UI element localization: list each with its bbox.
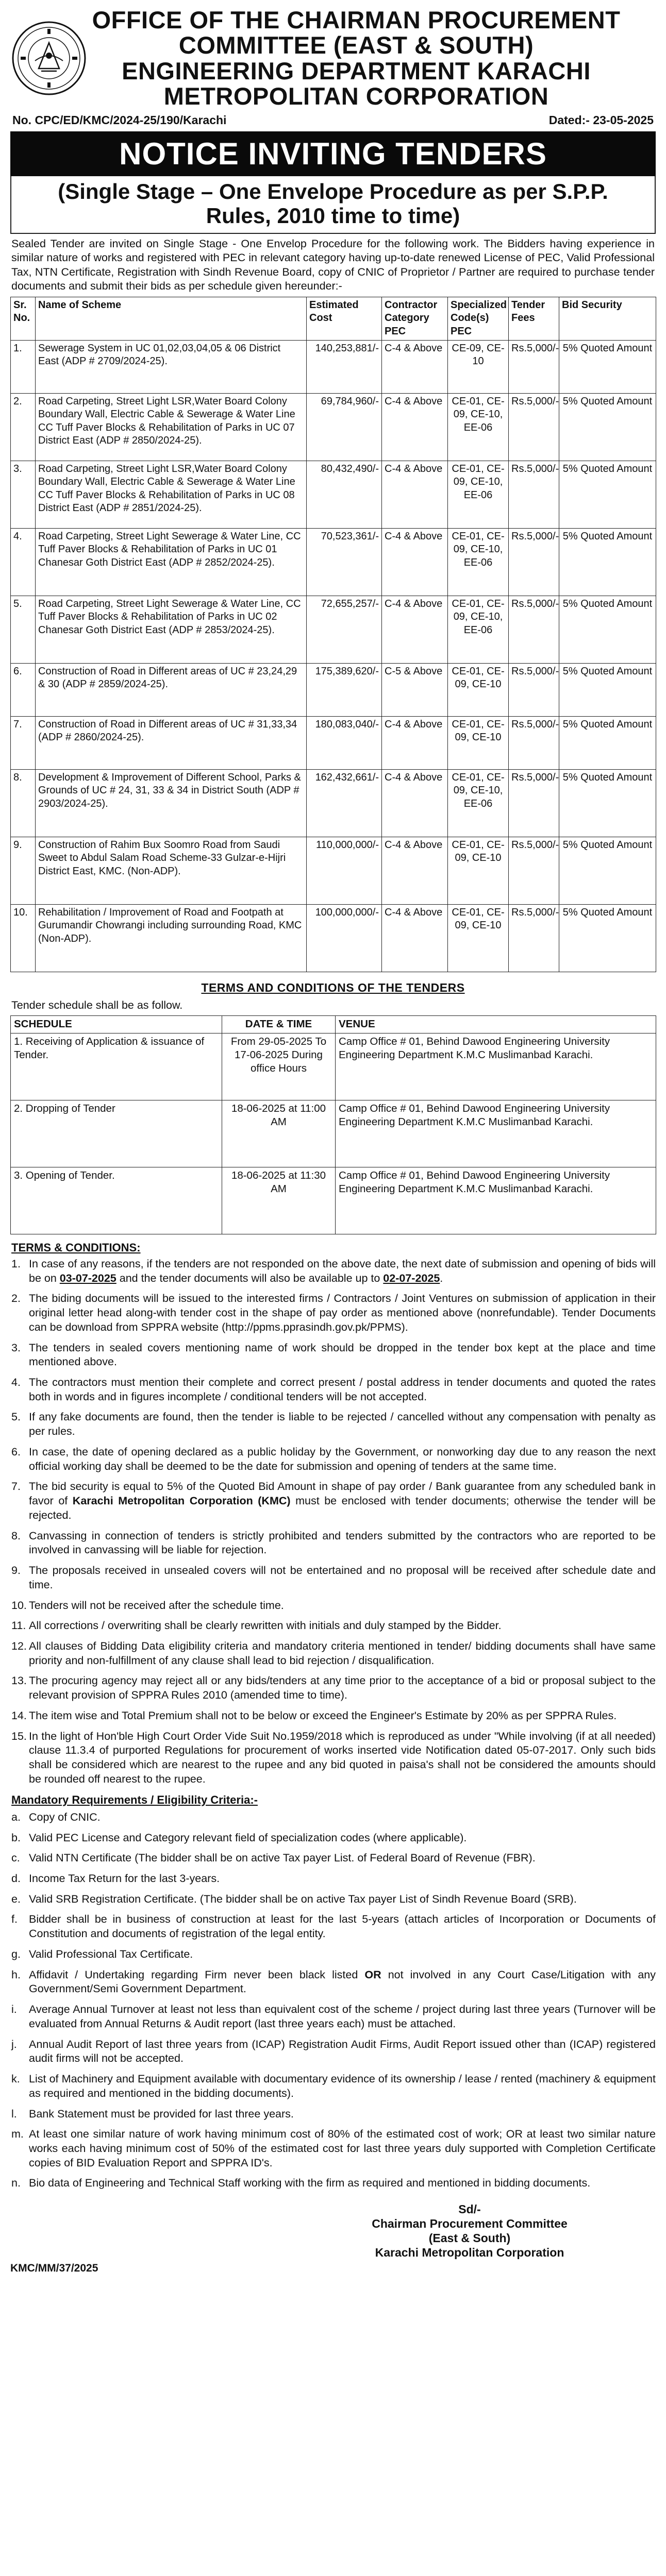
requirement-text: [29, 1968, 656, 1996]
letterhead: [10, 7, 656, 109]
schedule-item-cell: 2. Dropping of Tender: [11, 1100, 222, 1167]
signature-region: (East & South): [428, 2231, 511, 2245]
list-item: [11, 1872, 656, 1886]
list-item: [11, 2107, 656, 2122]
term-number: 13.: [11, 1674, 27, 1687]
requirement-letter: c.: [11, 1852, 20, 1865]
term-number: 15.: [11, 1730, 27, 1742]
fees-cell: Rs.5,000/-: [509, 461, 559, 528]
codes-cell: CE-01, CE-09, CE-10, EE-06: [448, 596, 509, 663]
requirement-letter: a.: [11, 1810, 21, 1823]
security-cell: 5% Quoted Amount: [559, 528, 656, 596]
category-cell: C-5 & Above: [382, 663, 448, 716]
codes-cell: CE-01, CE-09, CE-10, EE-06: [448, 461, 509, 528]
terms-list: [11, 1257, 656, 1787]
list-item: [11, 1410, 656, 1438]
security-cell: 5% Quoted Amount: [559, 769, 656, 837]
schedule-venue-cell: Camp Office # 01, Behind Dawood Engineering University Engineering Department K.M.C Muslimanbad Karachi.: [336, 1167, 656, 1234]
footer-code: KMC/MM/37/2025: [10, 2262, 98, 2275]
list-item: [11, 1639, 656, 1668]
documents-available-until-date: 02-07-2025: [383, 1272, 440, 1284]
requirement-letter: g.: [11, 1947, 21, 1960]
list-item: [11, 1564, 656, 1592]
schedule-item-cell: 1. Receiving of Application & issuance of Tender.: [11, 1033, 222, 1100]
requirement-text: Bank Statement must be provided for last three years.: [29, 2107, 294, 2120]
requirement-letter: k.: [11, 2073, 20, 2086]
scheme-name-cell: Road Carpeting, Street Light LSR,Water Board Colony Boundary Wall, Electric Cable & Sewerage & Water Line CC Tuff Paver Blocks & Rehabilitation of Parks in UC 08 District East (ADP # 2851/2024-25).: [36, 461, 307, 528]
term-number: 5.: [11, 1411, 21, 1423]
sr-no-cell: 10.: [11, 904, 36, 972]
term-number: 3.: [11, 1341, 21, 1354]
estimated-cost-cell: 100,000,000/-: [307, 904, 382, 972]
term-number: 14.: [11, 1709, 27, 1722]
header-bid-security: Bid Security: [559, 297, 656, 340]
list-item: [11, 1912, 656, 1941]
schedule-venue-cell: Camp Office # 01, Behind Dawood Engineering University Engineering Department K.M.C Muslimanbad Karachi.: [336, 1033, 656, 1100]
procedure-subtitle-line2: Rules, 2010 time to time): [206, 203, 460, 228]
fees-cell: Rs.5,000/-: [509, 837, 559, 904]
sr-no-cell: 5.: [11, 596, 36, 663]
term-text-part: .: [440, 1272, 443, 1284]
sr-no-cell: 2.: [11, 393, 36, 461]
term-number: 11.: [11, 1619, 26, 1632]
term-number: 1.: [11, 1257, 21, 1270]
requirement-text: Copy of CNIC.: [29, 1810, 101, 1823]
estimated-cost-cell: 69,784,960/-: [307, 393, 382, 461]
list-item: [11, 1968, 656, 1996]
requirement-letter: l.: [11, 2107, 17, 2120]
estimated-cost-cell: 162,432,661/-: [307, 769, 382, 837]
sr-no-cell: 7.: [11, 716, 36, 769]
list-item: [11, 2072, 656, 2100]
list-item: [11, 1947, 656, 1962]
security-cell: 5% Quoted Amount: [559, 904, 656, 972]
fees-cell: Rs.5,000/-: [509, 340, 559, 393]
table-row: [11, 769, 656, 837]
table-row: [11, 528, 656, 596]
term-text: The proposals received in unsealed covers will not be entertained and no proposal will be received after schedule date and time.: [29, 1564, 656, 1591]
requirement-letter: j.: [11, 2038, 17, 2050]
term-number: 2.: [11, 1292, 21, 1305]
term-text: The biding documents will be issued to the interested firms / Contractors / Joint Ventures on submission of application in their original letter head along-with tender cost in the shape of pay order as mentioned above (nonrefundable). Tender Documents can be download from SPPRA website (http://ppms.pprasindh.gov.pk/PPMS).: [29, 1292, 656, 1333]
table-row: [11, 716, 656, 769]
list-item: [11, 2003, 656, 2031]
estimated-cost-cell: 80,432,490/-: [307, 461, 382, 528]
signature-organization: Karachi Metropolitan Corporation: [375, 2246, 564, 2260]
term-number: 8.: [11, 1529, 21, 1542]
list-item: [11, 1376, 656, 1404]
term-text: If any fake documents are found, then the tender is liable to be rejected / cancelled without any compensation with penalty as per rules.: [29, 1411, 656, 1438]
list-item: [11, 1810, 656, 1825]
term-text-part: must be enclosed with tender documents; otherwise the tender will be rejected.: [29, 1495, 656, 1521]
procedure-subtitle: [10, 176, 656, 234]
requirement-text: Income Tax Return for the last 3-years.: [29, 1872, 220, 1885]
requirement-letter: h.: [11, 1968, 21, 1981]
sr-no-cell: 1.: [11, 340, 36, 393]
term-text-part: In case of any reasons, if the tenders are not responded on the above date, the next date of submission and opening of bids will be on: [29, 1257, 656, 1284]
signature-sd: Sd/-: [458, 2202, 481, 2216]
codes-cell: CE-01, CE-09, CE-10, EE-06: [448, 393, 509, 461]
term-text-part: The bid security is equal to 5% of the Quoted Bid Amount in shape of pay order / Bank guarantee from any scheduled bank in favor of: [29, 1480, 656, 1507]
list-item: [11, 1529, 656, 1557]
tender-table-header: [11, 297, 656, 340]
header-scheme-name: Name of Scheme: [36, 297, 307, 340]
office-title-block: [88, 7, 656, 109]
requirement-text: List of Machinery and Equipment available with documentary evidence of its ownership / lease / rented (machinery & equipment as required and mentioned in the bidding documents).: [29, 2073, 656, 2099]
requirement-letter: n.: [11, 2177, 21, 2190]
notice-date: Dated:- 23-05-2025: [548, 113, 654, 127]
term-text: All clauses of Bidding Data eligibility criteria and mandatory criteria mentioned in tender/ bidding documents shall have same priority and non-fulfillment of any clause shall lead to bid rejection / disqualification.: [29, 1640, 656, 1667]
procedure-subtitle-line1: (Single Stage – One Envelope Procedure as per S.P.P.: [58, 179, 608, 204]
term-number: 6.: [11, 1445, 21, 1458]
fees-cell: Rs.5,000/-: [509, 663, 559, 716]
term-text: In the light of Hon'ble High Court Order Vide Suit No.1959/2018 which is reproduced as under "While involving (if at all needed) clause 11.3.4 of purported Regulations for procurement of works inserted vide Notification dated 05-07-2017. Only such bids shall be considered which are nearest to the rupee and any bid quoted in paisa's shall not be considered the amounts should be rounded off nearest to the rupee.: [29, 1730, 656, 1785]
intro-paragraph: Sealed Tender are invited on Single Stage - One Envelop Procedure for the following work. The Bidders having experience in similar nature of works and registered with PEC in relevant category having up-to-date renewed License of PEC, Valid Professional Tax, NTN Certificate, Registration with Sindh Revenue Board, copy of CNIC of Proprietor / Partner are required to purchase tender documents and submit their bids as per schedule given hereunder:-: [11, 237, 655, 293]
list-item: [11, 1709, 656, 1723]
term-text: The item wise and Total Premium shall not to be below or exceed the Engineer's Estimate by 20% as per SPPRA Rules.: [29, 1709, 617, 1722]
requirement-text-part: not involved in any Court Case/Litigation with any Government/Semi Government Department.: [29, 1968, 656, 1995]
category-cell: C-4 & Above: [382, 769, 448, 837]
fees-cell: Rs.5,000/-: [509, 904, 559, 972]
fees-cell: Rs.5,000/-: [509, 596, 559, 663]
scheme-name-cell: Rehabilitation / Improvement of Road and Footpath at Gurumandir Chowrangi including surrounding Road, KMC (Non-ADP).: [36, 904, 307, 972]
estimated-cost-cell: 110,000,000/-: [307, 837, 382, 904]
requirement-text: At least one similar nature of work having minimum cost of 80% of the estimated cost of work; OR at least two similar nature works each having minimum cost of 50% of the estimated cost for last three years duly supported with Completion Certificate copies of BID Evaluation Report and SPPRA ID's.: [29, 2128, 656, 2169]
category-cell: C-4 & Above: [382, 596, 448, 663]
requirement-text: Bio data of Engineering and Technical Staff working with the firm as required and mentioned in bidding documents.: [29, 2177, 591, 2190]
list-item: [11, 1674, 656, 1702]
header-date-time: DATE & TIME: [222, 1016, 336, 1033]
security-cell: 5% Quoted Amount: [559, 461, 656, 528]
term-text: The tenders in sealed covers mentioning name of work should be dropped in the tender box kept at the place and time mentioned above.: [29, 1341, 656, 1368]
fees-cell: Rs.5,000/-: [509, 716, 559, 769]
term-text: In case, the date of opening declared as a public holiday by the Government, or nonworking day due to any reason the next official working day shall be deemed to be the date for submission and opening of tenders at the same time.: [29, 1445, 656, 1472]
schedule-label: Tender schedule shall be as follow.: [11, 998, 183, 1011]
requirement-letter: e.: [11, 1892, 21, 1905]
category-cell: C-4 & Above: [382, 461, 448, 528]
term-text: All corrections / overwriting shall be clearly rewritten with initials and duly stamped by the Bidder.: [29, 1619, 502, 1632]
term-number: 12.: [11, 1640, 27, 1653]
requirement-text: Bidder shall be in business of construction at least for the last 5-years (attach articles of Incorporation or Documents of Constitution and documents of registration of the legal entity.: [29, 1913, 656, 1940]
list-item: [11, 1892, 656, 1907]
requirement-or-keyword: OR: [364, 1968, 381, 1981]
fees-cell: Rs.5,000/-: [509, 528, 559, 596]
sr-no-cell: 4.: [11, 528, 36, 596]
requirement-letter: m.: [11, 2128, 24, 2141]
scheme-name-cell: Construction of Rahim Bux Soomro Road from Saudi Sweet to Abdul Salam Road Scheme-33 Gulzar-e-Hijri District East, KMC. (Non-ADP).: [36, 837, 307, 904]
estimated-cost-cell: 175,389,620/-: [307, 663, 382, 716]
sr-no-cell: 3.: [11, 461, 36, 528]
category-cell: C-4 & Above: [382, 528, 448, 596]
list-item: [11, 1599, 656, 1613]
requirement-letter: i.: [11, 2003, 17, 2016]
table-row: [11, 663, 656, 716]
codes-cell: CE-01, CE-09, CE-10: [448, 837, 509, 904]
table-row: [11, 1167, 656, 1234]
scheme-name-cell: Construction of Road in Different areas of UC # 31,33,34 (ADP # 2860/2024-25).: [36, 716, 307, 769]
security-cell: 5% Quoted Amount: [559, 340, 656, 393]
terms-section-title: TERMS AND CONDITIONS OF THE TENDERS: [201, 980, 465, 994]
tender-table: [10, 297, 656, 972]
list-item: [11, 1730, 656, 1787]
term-text: Canvassing in connection of tenders is strictly prohibited and tenders submitted by the contractors who are reported to be involved in canvassing will be liable for rejection.: [29, 1529, 656, 1556]
signature-block: [284, 2202, 656, 2260]
table-row: [11, 1033, 656, 1100]
scheme-name-cell: Road Carpeting, Street Light Sewerage & Water Line, CC Tuff Paver Blocks & Rehabilitation of Parks in UC 02 Chanesar Goth District East (ADP # 2853/2024-25).: [36, 596, 307, 663]
office-title-line1: OFFICE OF THE CHAIRMAN PROCUREMENT: [92, 6, 621, 33]
table-row: [11, 904, 656, 972]
term-number: 4.: [11, 1376, 21, 1388]
term-number: 7.: [11, 1480, 21, 1493]
requirement-text: Annual Audit Report of last three years from (ICAP) Registration Audit Firms, Audit Report issued other than (ICAP) registered audit firms will not be accepted.: [29, 2038, 656, 2065]
requirement-text: Valid NTN Certificate (The bidder shall be on active Tax payer List. of Federal Board of Revenue (FBR).: [29, 1852, 536, 1865]
table-row: [11, 393, 656, 461]
list-item: [11, 1292, 656, 1334]
scheme-name-cell: Sewerage System in UC 01,02,03,04,05 & 06 District East (ADP # 2709/2024-25).: [36, 340, 307, 393]
requirements-list: [11, 1810, 656, 2191]
table-row: [11, 1100, 656, 1167]
schedule-item-cell: 3. Opening of Tender.: [11, 1167, 222, 1234]
sr-no-cell: 6.: [11, 663, 36, 716]
list-item: [11, 2127, 656, 2170]
office-title-line4: METROPOLITAN CORPORATION: [163, 82, 549, 110]
requirement-text: Valid Professional Tax Certificate.: [29, 1947, 193, 1960]
next-opening-date: 03-07-2025: [59, 1272, 116, 1284]
list-item: [11, 1619, 656, 1633]
table-row: [11, 837, 656, 904]
requirement-letter: b.: [11, 1831, 21, 1844]
codes-cell: CE-01, CE-09, CE-10: [448, 716, 509, 769]
term-text-part: and the tender documents will also be available up to: [116, 1272, 384, 1284]
header-venue: VENUE: [336, 1016, 656, 1033]
category-cell: C-4 & Above: [382, 340, 448, 393]
codes-cell: CE-01, CE-09, CE-10: [448, 904, 509, 972]
schedule-table: [10, 1015, 656, 1234]
scheme-name-cell: Road Carpeting, Street Light Sewerage & Water Line, CC Tuff Paver Blocks & Rehabilitation of Parks in UC 01 Chanesar Goth District East (ADP # 2852/2024-25).: [36, 528, 307, 596]
schedule-datetime-cell: 18-06-2025 at 11:30 AM: [222, 1167, 336, 1234]
estimated-cost-cell: 180,083,040/-: [307, 716, 382, 769]
term-text: The procuring agency may reject all or any bids/tenders at any time prior to the acceptance of a bid or proposal subject to the relevant provision of SPPRA Rules 2010 (amended time to time).: [29, 1674, 656, 1702]
terms-conditions-heading: TERMS & CONDITIONS:: [11, 1241, 141, 1254]
list-item: [11, 1851, 656, 1866]
requirement-text: Valid PEC License and Category relevant field of specialization codes (where applicable).: [29, 1831, 467, 1844]
office-title-line3: ENGINEERING DEPARTMENT KARACHI: [122, 57, 591, 84]
codes-cell: CE-01, CE-09, CE-10, EE-06: [448, 769, 509, 837]
category-cell: C-4 & Above: [382, 393, 448, 461]
security-cell: 5% Quoted Amount: [559, 837, 656, 904]
schedule-venue-cell: Camp Office # 01, Behind Dawood Engineering University Engineering Department K.M.C Muslimanbad Karachi.: [336, 1100, 656, 1167]
codes-cell: CE-09, CE-10: [448, 340, 509, 393]
list-item: [11, 2176, 656, 2191]
list-item: [11, 1341, 656, 1369]
reference-line: [10, 113, 656, 128]
requirement-text-part: Affidavit / Undertaking regarding Firm never been black listed: [29, 1968, 365, 1981]
term-text: [29, 1480, 656, 1522]
term-number: 9.: [11, 1564, 21, 1577]
security-cell: 5% Quoted Amount: [559, 716, 656, 769]
header-schedule: SCHEDULE: [11, 1016, 222, 1033]
security-cell: 5% Quoted Amount: [559, 596, 656, 663]
schedule-datetime-cell: 18-06-2025 at 11:00 AM: [222, 1100, 336, 1167]
list-item: [11, 1831, 656, 1845]
eligibility-heading: Mandatory Requirements / Eligibility Criteria:-: [11, 1793, 258, 1806]
list-item: [11, 1480, 656, 1522]
codes-cell: CE-01, CE-09, CE-10: [448, 663, 509, 716]
estimated-cost-cell: 72,655,257/-: [307, 596, 382, 663]
table-row: [11, 461, 656, 528]
header-specialized-codes: Specialized Code(s) PEC: [448, 297, 509, 340]
table-row: [11, 340, 656, 393]
payee-name: Karachi Metropolitan Corporation (KMC): [72, 1495, 291, 1507]
notice-banner: NOTICE INVITING TENDERS: [10, 131, 656, 176]
sr-no-cell: 8.: [11, 769, 36, 837]
header-tender-fees: Tender Fees: [509, 297, 559, 340]
office-title-line2: COMMITTEE (EAST & SOUTH): [178, 31, 534, 59]
category-cell: C-4 & Above: [382, 904, 448, 972]
schedule-table-header: [11, 1016, 656, 1033]
signature-title: Chairman Procurement Committee: [372, 2217, 568, 2231]
estimated-cost-cell: 70,523,361/-: [307, 528, 382, 596]
list-item: [11, 1445, 656, 1473]
header-contractor-category: Contractor Category PEC: [382, 297, 448, 340]
table-row: [11, 596, 656, 663]
term-text: [29, 1257, 656, 1285]
fees-cell: Rs.5,000/-: [509, 769, 559, 837]
codes-cell: CE-01, CE-09, CE-10, EE-06: [448, 528, 509, 596]
term-text: The contractors must mention their complete and correct present / postal address in tender documents and quoted the rates both in words and in figures incomplete / conditional tenders will be not accepted.: [29, 1376, 656, 1403]
header-estimated-cost: Estimated Cost: [307, 297, 382, 340]
reference-number: No. CPC/ED/KMC/2024-25/190/Karachi: [12, 113, 227, 127]
scheme-name-cell: Construction of Road in Different areas of UC # 23,24,29 & 30 (ADP # 2859/2024-25).: [36, 663, 307, 716]
requirement-text: Valid SRB Registration Certificate. (The bidder shall be on active Tax payer List of Sindh Revenue Board (SRB).: [29, 1892, 577, 1905]
category-cell: C-4 & Above: [382, 716, 448, 769]
requirement-text: Average Annual Turnover at least not less than equivalent cost of the scheme / project during last three years (Turnover will be evaluated from Annual Returns & Audit report (last three years each) must be attached.: [29, 2003, 656, 2030]
term-number: 10.: [11, 1599, 27, 1612]
list-item: [11, 1257, 656, 1285]
scheme-name-cell: Road Carpeting, Street Light LSR,Water Board Colony Boundary Wall, Electric Cable & Sewerage & Water Line CC Tuff Paver Blocks & Rehabilitation of Parks in UC 07 District East (ADP # 2850/2024-25).: [36, 393, 307, 461]
term-text: Tenders will not be received after the schedule time.: [29, 1599, 284, 1612]
sr-no-cell: 9.: [11, 837, 36, 904]
fees-cell: Rs.5,000/-: [509, 393, 559, 461]
security-cell: 5% Quoted Amount: [559, 663, 656, 716]
header-sr-no: Sr. No.: [11, 297, 36, 340]
requirement-letter: d.: [11, 1872, 21, 1885]
scheme-name-cell: Development & Improvement of Different School, Parks & Grounds of UC # 24, 31, 33 & 34 in District South (ADP # 2903/2024-25).: [36, 769, 307, 837]
list-item: [11, 2038, 656, 2066]
kmc-seal-logo-icon: [10, 20, 88, 97]
requirement-letter: f.: [11, 1913, 18, 1926]
category-cell: C-4 & Above: [382, 837, 448, 904]
estimated-cost-cell: 140,253,881/-: [307, 340, 382, 393]
security-cell: 5% Quoted Amount: [559, 393, 656, 461]
schedule-datetime-cell: From 29-05-2025 To 17-06-2025 During office Hours: [222, 1033, 336, 1100]
